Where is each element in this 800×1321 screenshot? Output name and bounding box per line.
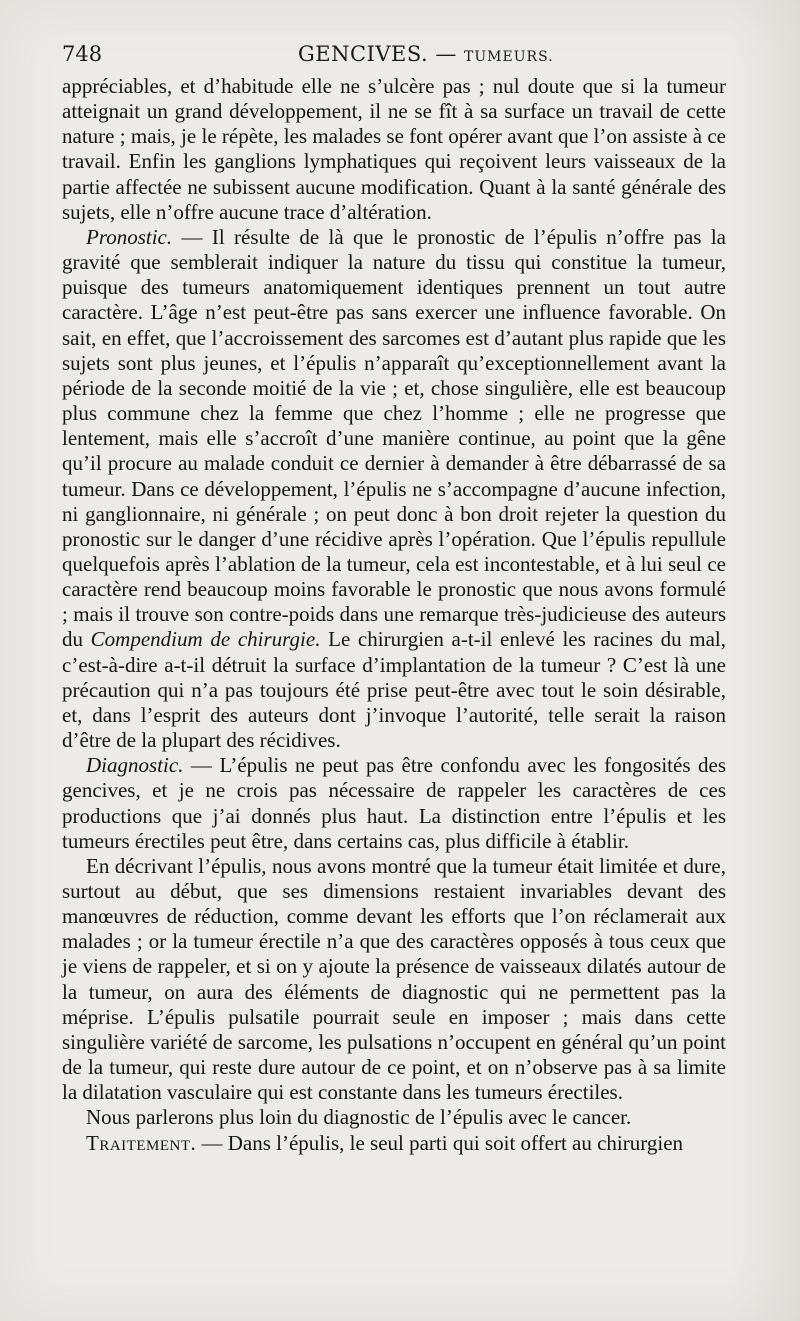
section-heading-diagnostic: Diagnostic. [86, 753, 184, 778]
paragraph-pronostic [62, 225, 726, 753]
running-head-subsection: TUMEURS. [464, 49, 554, 65]
paragraph-traitement [62, 1131, 726, 1156]
running-head-section: GENCIVES. [298, 42, 429, 66]
running-head-separator: — [435, 42, 457, 66]
section-heading-pronostic: Pronostic. [86, 224, 173, 249]
page-edge-shadow [730, 0, 800, 1321]
paragraph-diagnostic-text: — L’épulis ne peut pas être confondu avec les fongosités des gencives, et je ne crois pas nécessaire de rappeler les caractères de ces productions que j’ai donnés plus haut. La distinction entre l’épulis et les tumeurs érectiles peut être, dans certains cas, plus difficile à établir. [62, 753, 726, 853]
paragraph-traitement-text: — Dans l’épulis, le seul parti qui soit offert au chirurgien [196, 1130, 684, 1155]
running-head [298, 42, 554, 66]
paragraph-diagnostic [62, 753, 726, 854]
section-heading-traitement: Traitement. [86, 1130, 197, 1155]
paragraph-continuation: appréciables, et d’habitude elle ne s’ulcère pas ; nul doute que si la tumeur atteignait un grand développement, il ne se fît à sa surface un travail de cette nature ; mais, je le répète, les malades se font opérer avant que l’on assiste à ce travail. Enfin les ganglions lymphatiques qui reçoivent leurs vaisseaux de la partie affectée ne subissent aucune modification. Quant à la santé générale des sujets, elle n’offre aucune trace d’altération. [62, 74, 726, 224]
paragraph-cancer-note: Nous parlerons plus loin du diagnostic de l’épulis avec le cancer. [86, 1105, 632, 1130]
paragraph-pronostic-text-end: Le chirurgien a-t-il enlevé les racines du mal, c’est-à-dire a-t-il détruit la surface d’implantation de la tumeur ? C’est là une précaution qui n’a pas toujours été prise peut-être avec tout le soin désirable, et, dans l’esprit des auteurs dont j’invoque l’autorité, telle serait la raison d’être de la plupart des récidives. [62, 627, 726, 753]
cited-work-title: Compendium de chirurgie. [90, 627, 321, 652]
page-body [62, 74, 726, 1156]
page-number: 748 [62, 42, 103, 66]
paragraph-pronostic-text: — Il résulte de là que le pronostic de l’épulis n’offre pas la gravité que semblerait indiquer la nature du tissu qui constitue la tumeur, puisque des tumeurs anatomiquement identiques prennent un tout autre caractère. L’âge n’est peut-être pas sans exercer une influence favorable. On sait, en effet, que l’accroissement des sarcomes est d’autant plus rapide que les sujets sont plus jeunes, et l’épulis n’apparaît qu’exceptionnellement avant la période de la seconde moitié de la vie ; et, chose singulière, elle est beaucoup plus commune chez la femme que chez l’homme ; elle ne progresse que lentement, mais elle s’accroît d’une manière continue, au point que la gêne qu’il procure au malade conduit ce dernier à demander à être débarrassé de sa tumeur. Dans ce développement, l’épulis ne s’accompagne d’aucune infection, ni ganglionnaire, ni générale ; on peut donc à bon droit rejeter la question du pronostic sur le danger d’une récidive après l’opération. Que l’épulis repullule quelquefois après l’ablation de la tumeur, cela est incontestable, et à lui seul ce caractère rend beaucoup moins favorable le pronostic que nous avons formulé ; mais il trouve son contre-poids dans une remarque très-judicieuse des auteurs du [62, 224, 726, 652]
paragraph-description: En décrivant l’épulis, nous avons montré que la tumeur était limitée et dure, surtout au début, que ses dimensions restaient invariables devant des manœuvres de réduction, comme devant les efforts que l’on réclamerait aux malades ; or la tumeur érectile n’a que des caractères opposés à tous ceux que je viens de rappeler, et si on y ajoute la présence de vaisseaux dilatés autour de la tumeur, on aura des éléments de diagnostic qui ne permettent pas la méprise. L’épulis pulsatile pourrait seule en imposer ; mais dans cette singulière variété de sarcome, les pulsations n’occupent en général qu’un point de la tumeur, qui reste dure autour de ce point, et on n’observe pas à sa limite la dilatation vasculaire qui est constante dans les tumeurs érectiles. [62, 853, 726, 1105]
page-header [62, 40, 726, 70]
